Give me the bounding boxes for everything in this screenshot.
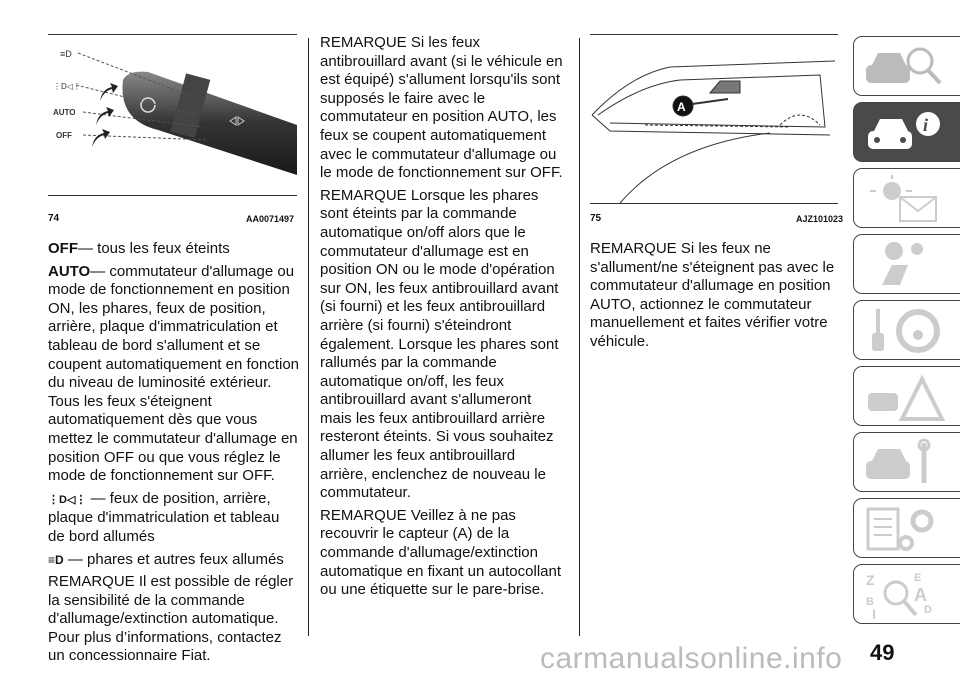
- svg-text:⋮D◁⋮: ⋮D◁⋮: [53, 82, 81, 91]
- svg-text:B: B: [866, 596, 874, 608]
- note-fog-rear: REMARQUE Lorsque les phares sont éteints par la commande automatique on/off alors que le commutateur d'allumage est en position ON ou le mode d'opération sur ON, les feux antibrouillard avant (si fourni) et les feux antibrouillard arrière (si fourni) s'éteindront également. Lorsque les phares sont rallumés par la commande automatique on/off, les feux antibrouillard avant s'allumeront mais les feux antibrouillard arrière resteront éteints. Si vous souhaitez allumer les feux antibrouillard arrière, enclenchez de nouveau le commutateur.: [320, 186, 559, 502]
- figure-number: 75: [590, 213, 602, 224]
- index-search-icon: [862, 569, 952, 621]
- svg-text:Z: Z: [866, 572, 875, 588]
- note-fog-auto: REMARQUE Si les feux antibrouillard avant (si le véhicule en est équipé) s'allument lorsqu'ils sont supposés le faire avec le commutateur en position AUTO, les feux se coupent automatiquement avec le commutateur d'allumage ou le mode de fonctionnement sur OFF.: [320, 34, 563, 182]
- breakdown-triangle-icon: [862, 371, 952, 423]
- off-text: — tous les feux éteints: [78, 240, 230, 257]
- watermark: carmanualsonline.info: [540, 642, 843, 675]
- auto-term: AUTO: [48, 262, 91, 280]
- sidebar-tab-maintenance[interactable]: [853, 432, 960, 492]
- page-number: 49: [870, 640, 895, 665]
- off-term: OFF: [48, 240, 78, 257]
- key-steering-icon: [862, 305, 952, 357]
- figure-74: [48, 34, 297, 196]
- figure-number: 74: [48, 213, 60, 224]
- sidebar-tab-starting-driving[interactable]: [853, 300, 960, 360]
- car-search-icon: [862, 41, 952, 93]
- column-3: [590, 240, 838, 356]
- figure-75: [590, 34, 838, 204]
- note-manual-operation: REMARQUE Si les feux ne s'allument/ne s'éteignent pas avec le commutateur d'allumage en position AUTO, actionnez le commutateur manuellement et faites vérifier votre véhicule.: [590, 240, 835, 350]
- sidebar-tab-car-search[interactable]: [853, 36, 960, 96]
- headlight-text: — phares et autres feux allumés: [67, 550, 284, 568]
- sidebar-tab-technical-data[interactable]: [853, 498, 960, 558]
- sidebar-tab-safety[interactable]: [853, 234, 960, 294]
- light-switch-stalk-illustration: [48, 35, 297, 195]
- auto-text: — commutateur d'allumage ou mode de fonctionnement en position ON, les phares, feux de position, arrière, plaque d'immatriculation et tableau de bord s'allument et se coupent automatiquement en fonction du niveau de luminosité extérieur. Tous les feux s'éteignent automatiquement dès que vous mettez le commutateur d'allumage en position OFF ou que vous réglez le mode de fonctionnement sur OFF.: [48, 262, 300, 485]
- column-divider: [308, 38, 309, 636]
- svg-text:i: i: [923, 115, 929, 135]
- column-divider: [579, 38, 580, 636]
- car-info-icon: [862, 107, 952, 159]
- figure-id: AJZ101023: [796, 214, 844, 224]
- specs-gears-icon: [862, 503, 952, 555]
- column-1: [48, 240, 300, 670]
- auto-label: AUTO: [53, 108, 76, 117]
- position-lights-icon: ⋮D◁⋮: [48, 493, 87, 506]
- svg-text:A: A: [914, 585, 927, 605]
- sidebar-tab-index[interactable]: [853, 564, 960, 624]
- svg-text:≡D: ≡D: [60, 49, 72, 59]
- headlight-icon: ≡D: [48, 552, 64, 567]
- airbag-seat-icon: [862, 239, 952, 291]
- svg-text:E: E: [914, 572, 922, 584]
- svg-text:I: I: [872, 606, 876, 621]
- svg-text:D: D: [924, 604, 932, 616]
- sensor-callout: A: [677, 100, 686, 114]
- column-2: [320, 34, 566, 604]
- sidebar-tab-car-info[interactable]: [853, 102, 960, 162]
- off-label: OFF: [56, 131, 72, 140]
- car-service-icon: [862, 437, 952, 489]
- sidebar-tab-emergency[interactable]: [853, 366, 960, 426]
- figure-id: AA0071497: [246, 214, 295, 224]
- note-sensor: REMARQUE Veillez à ne pas recouvrir le capteur (A) de la commande d'allumage/extinction automatique en fixant un autocollant ou une étiquette sur le pare-brise.: [320, 506, 562, 599]
- position-text: — feux de position, arrière, plaque d'immatriculation et tableau de bord allumés: [48, 489, 280, 545]
- note-sensitivity: REMARQUE Il est possible de régler la sensibilité de la commande d'allumage/extinction automatique. Pour plus d’informations, contactez un concessionnaire Fiat.: [48, 573, 294, 665]
- warning-light-message-icon: [862, 173, 952, 225]
- windshield-sensor-illustration: [590, 35, 838, 203]
- sidebar-tab-warning-lights[interactable]: [853, 168, 960, 228]
